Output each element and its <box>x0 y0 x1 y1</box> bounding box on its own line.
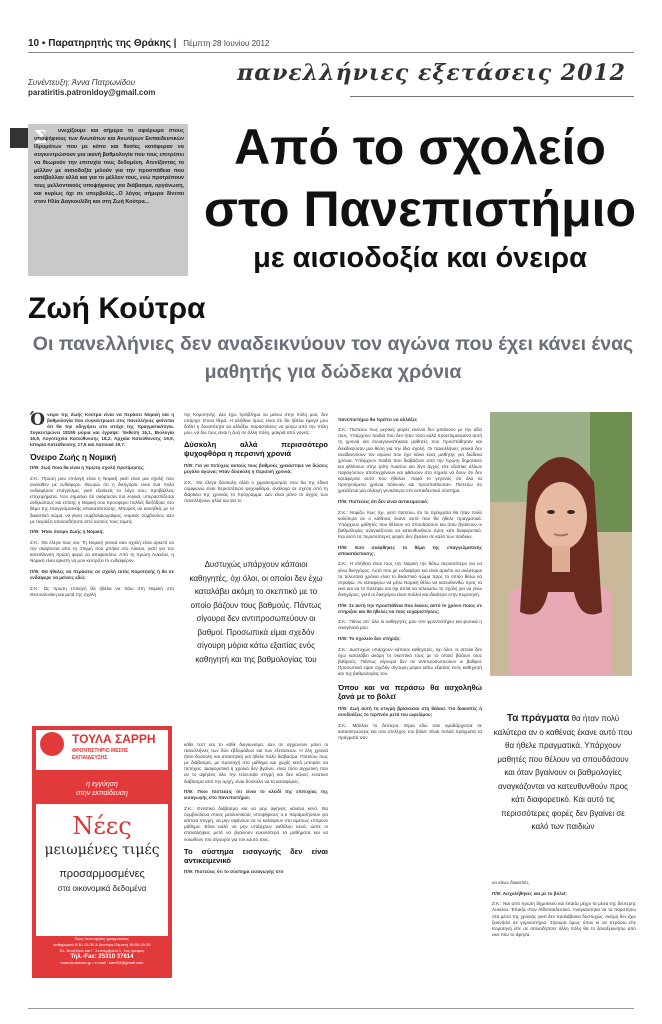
answer: Ζ.Κ.: Θα έλεγα πως ναι. Τη Νομική γενικά σαν σχολή είναι αρκετό να την σκέφτεσαι από τη στιγμή που μπήκα στο Λύκειο, γιατί για τον κατεύθυνση πρώτη φορά να αποφασίσω. Από τη πρώτη Λυκείου, η Νομική είναι αρκετή να μου κεντρίζει το ενδιαφέρον. <box>30 539 174 564</box>
column-2 <box>184 412 328 510</box>
headline-line-2: στο Πανεπιστήμιο <box>203 181 637 237</box>
author-email[interactable]: paratiritis.patronidoy@gmail.com <box>28 88 156 97</box>
pull-quote-text: θα ήταν πολύ καλύτερα αν ο καθένας έκανε αυτό που θα ήθελε πραγματικά. Υπάρχουν μαθητές που θέλουν να σπουδάσουν και όταν βγαίνουν οι βαθμολογίες αναγκάζονται να κατευθυνθούν προς κάτι διαφορετικό. Και αυτό τις περισσότερες φορές δεν βγαίνει σε καλό των παιδιών <box>493 714 633 831</box>
question: Π/Θ: Σε αυτή την προσπάθεια που έκανες αυτό το χρόνο ποιος σε στήριξαν και θα ήθελες να τους ευχαριστήσεις; <box>338 602 482 614</box>
page-header: 10 ▪ Παρατηρητής της Θράκης | Πέμπτη 28 Ιουνίου 2012 <box>28 38 270 49</box>
question: Π/Θ: Εσύ σκέφθηκες το θέμα της επαγγελματικής αποκατάστασης; <box>338 544 482 556</box>
pull-quote-2 <box>492 712 634 834</box>
question: Π/Θ: Θα ήθελες να περάσεις σε σχολή εκτός Κομοτηνής ή θα σε ενδιέφερε να μείνεις εδώ; <box>30 568 174 581</box>
portrait-photo <box>490 412 632 676</box>
headline-line-1: Από το σχολείο <box>234 119 606 175</box>
answer: Ζ.Κ.: Πάνω απ' όλα οι καθηγητές μου στο φροντιστήριο και φυσικά η οικογένειά μου. <box>338 619 482 631</box>
question: Π/Θ: Πιστεύεις ότι δεν είναι αντικειμενικό; <box>338 498 429 504</box>
portrait-illustration <box>490 412 632 676</box>
paragraph: να κάνω διακοπές. <box>492 880 530 885</box>
subheading-2: Δύσκολη αλλά περισσότερο ψυχοφθόρα η περσινή χρονιά <box>184 440 328 459</box>
question: Π/Θ: Ασχολήθηκες και με το βόλεϊ; <box>492 890 567 896</box>
answer: Ζ.Κ.: Ναι από πρώτη δημοτικού και έπαιζα μέχρι τα μέσα της δεύτερης Λυκείου. Έπαιζα στον Αθλοπαιδευτικό. Αναγκάστηκα να τα παρατήσω στα μέσα της χρονιάς γιατί δεν προλάβαινα δυστυχώς. Ακόμη δεν έχω ξεκινήσει σε γυμναστήριο. Σίγουρα όμως όπου κι αν περάσω είτε Κομοτηνή είτε σε οποιοδήποτε άλλη πόλη θα το ξαναξεκινήσω από εκεί που το άφησα. <box>492 901 636 937</box>
answer: Ζ.Κ.: Μάλλον το δεύτερο. Είμαι εδώ σαν ομαδάρχισσα σε κατασκηνώσεις και σαν στελέχος του βόλεϊ. Είναι πολλά πράγματα τα πράγματα σαν <box>338 722 482 740</box>
subheading-3: Το σύστημα εισαγωγής δεν είναι αντικειμενικό <box>184 846 328 865</box>
column-2-cont <box>184 742 328 880</box>
ad-slogan: η εγγύηση στην εκπαίδευση <box>76 781 128 797</box>
answer: Ζ.Κ.: Η αλήθεια είναι πως την Νομική την θέλω περισσότερο για να γίνω δικηγόρος. Αυτό που με ενδιαφέρει και είναι αρκέτο να σκέφτομαι τα τελευταία χρόνια είναι το δικαστικό σώμα προς το οποίο θέλω να στραφώ. Αν καταφέρω να μπω Νομική θέλω να κατευθυνθώ προς τα εκεί και να το παλέψω και όχι απλά να τελειώσω τη σχολή για να γίνω δικηγόρος, γιατί οι δικηγόροι είναι πολλοί και ιδιαίτερα στην Κομοτηνή. <box>338 561 482 597</box>
question: Π/Θ: Ζωή ποια θα είναι η πρώτη σχολή προτίμησης; <box>30 465 145 471</box>
ad-headline-2: μειωμένες τιμές <box>44 842 160 858</box>
footer-rule <box>28 1008 634 1009</box>
question: Π/Θ: Πιστεύεις ότι το σύστημα εισαγωγής στο <box>184 869 284 875</box>
ad-brand: ΤΟΥΛΑ ΣΑΡΡΗ <box>72 732 156 746</box>
answer: Ζ.Κ.: Ως πρώτη επιλογή θα ήθελα να πάω στη Νομική στη Θεσσαλονίκη και μετά της σχολή <box>30 585 174 597</box>
ad-line-4: στα οικονομικά δεδομένα <box>57 884 147 893</box>
issue-date: Πέμπτη 28 Ιουνίου 2012 <box>183 39 270 48</box>
section-rule <box>350 96 634 97</box>
pull-quote-lead: Τα πράγματα <box>506 713 570 724</box>
intro-text: Σ υνεχίζουμε και σήμερα το αφιέρωμα στους υποψήφιους των Ανωτάτων και Ανωτέρων Εκπαιδευτικών Ιδρυμάτων που με κόπο και θυσίες κατάφεραν να συγκεντρώσουν μια ικανή βαθμολογία που τους επιτρέπει να θεωρούν την επιτυχία τους δεδομένη. Ατενίζοντας το μέλλον με αισιοδοξία μιλούν για την προσπάθεια που κατέβαλλαν αλλά και για το μέλλον τους, ενώ προτρέπουν τους μελλοντικούς υποψήφιους για διάβασμα, οργάνωση, και κυρίως όχι σε υπερβολές...Ο λόγος σήμερα δίνεται στον Ηλία Δαγκουλίδη και στη Ζωή Κούτρα... <box>34 128 184 207</box>
ad-tagline: ΦΡΟΝΤΙΣΤΗΡΙΟ ΜΕΣΗΣ ΕΚΠΑΙΔΕΥΣΗΣ <box>72 748 129 761</box>
ad-logo-icon <box>40 732 64 756</box>
answer: Ζ.Κ.: Νομίζω πως όχι, γιατί πιστεύω ότι τα πράγματα θα ήταν πολύ καλύτερα αν ο καθένας έκανε αυτό που θα ήθελε πραγματικά. Υπάρχουν μαθητές που θέλουν να σπουδάσουν και όταν βγαίνουν οι βαθμολογίες αναγκάζονται να κατευθυνθούν προς κάτι διαφορετικό. Και αυτό τις περισσότερες φορές δεν βγαίνει σε καλό των παιδιών. <box>338 509 482 539</box>
paragraph: κάθε τεστ και το κάθε διαγώνισμα. Δεν σε αγχώνουν μόνο οι πανελλήνιες των δύο εβδομάδων και των εξετάσεων. Η όλη χρονιά ήταν δύσκολη και απαιτητική και ήθελε πολύ διάβασμα. Πιστεύω πως με διάβασμα, με προσοχή στο μάθημα και χωρίς κενά μπορείς να πετύχεις. Διαφορετικά η χρονιά δεν βγαίνει, είναι τόσο αγχωτική που αν το αφήσεις όλο την τελευταία στιγμή και δεν κάνεις εντατικό διάβασμα από την αρχή, είναι δύσκολο να τα καταφέρεις. <box>184 742 328 784</box>
question: πανεπιστήμιο θα πρέπει να αλλάξει; <box>338 416 418 422</box>
column-3 <box>338 412 482 741</box>
subtitle: Οι πανελλήνιες δεν αναδεικνύουν τον αγώνα που έχει κάνει ένας μαθητής για δώδεκα χρόνια <box>32 333 634 383</box>
ad-headline-1: Νέες <box>72 812 132 840</box>
question: Π/Θ: Το σχολείο δεν στήριξε; <box>338 636 401 642</box>
subheading-1: Όνειρο Ζωής η Νομική <box>30 452 117 462</box>
intro-dropcap: Σ <box>10 128 28 148</box>
answer: Ζ.Κ.: Θα έλεγα δύσκολη αλλά ο χαρακτηρισμός που θα της έδινα συμφωνώ είναι περισσότερο ψυχοφθόρα, ανάλογα σε σχέση από τη διάρκεια της χρονιάς το πρόγραμμα. Δεν είναι μόνο το άγχος των πανελλήνιων αλλά και για το <box>184 479 328 504</box>
byline: Συνέντευξη: Άννα Πατρωνίδου <box>28 78 135 87</box>
question: Π/Θ: Ζωή αυτή τη στιγμή βρίσκεσαι στη θάλασ. Για διακοπές ή συνδυάζεις το τερπνόν μετά του ωφελίμου; <box>338 705 482 717</box>
question: Π/Θ: Για να πετύχεις αυτούς τους βαθμούς χρειάστηκε να δώσεις μεγάλο αγώνα; Ήταν δύσκολη η περσινή χρονιά; <box>184 462 328 475</box>
question: Π/Θ: Ήταν όνειρο Ζωής η Νομική; <box>30 529 104 535</box>
interviewee-name: Ζωή Κούτρα <box>28 292 206 325</box>
answer: Ζ.Κ.: Πιστεύω πως μερικές φορές εκείνοι δεν μπαίνουν με την αξία τους. Υπάρχουν παιδιά που δεν ήταν τόσο καλά προετοιμασμένα αυτή τη χρονιά και συναγωνιστήκανε μαθητές που προσπάθησαν και διεκδικούσαν μια θέση για την ίδια σχολή. Οι πανελλήνιες γενικά δεν αναδεικνύουν τον αγώνα που έχει κάνει ένας μαθητής για δώδεκα χρόνια. Υπάρχουν παιδιά που διαβάζουν από την πρώτη δημοτικού και φθάνουν στην τρίτη Λυκείου και λίγο άγχος είτε εξαιτίας άλλων παραγόντων αποτυγχάνουν και φθάνουν στο σημείο να δουν ότι δεν κατάφεραν αυτό που ήθελαν, παρά το γεγονός ότι όλα τα προηγούμενα χρόνια πάλευαν και προσπαθούσαν. Πιστεύω ότι χρειάζεται μια αλλαγή γενικότερα στο εκπαιδευτικό σύστημα. <box>338 427 482 494</box>
section-title: πανελλήνιες εξετάσεις 2012 <box>237 60 626 86</box>
question: Π/Θ: Ποιο πιστεύεις ότι είναι το κλειδί της επιτυχίας της εισαγωγής στο πανεπιστήμιο; <box>184 789 328 801</box>
subheading-4: Όπου και να περάσω θα ασχοληθώ ξανά με το βόλεϊ <box>338 683 482 702</box>
column-1 <box>30 412 174 598</box>
lead-paragraph: νειρο της Ζωής Κούτρα είναι να περάσει Νομική και η βαθμολογία που συγκέντρωσε στις πανελλήνιες φαίνεται ότι θα την οδηγήσει στο στόχο της πραγματικότητα. Συγκεντρώνει 18155 μόρια και έγραψε: Έκθεση 15,1, Βιολογία 16,9, Λογοτεχνία Κατεύθυνσης 18,2, Αρχαία Κατεύθυνσης 19,9, Ιστορία Κατεύθυνσης 17,6 και Λατινικά 19,7. <box>30 412 174 448</box>
answer: Ζ.Κ.: Πρώτη μου επιλογή είναι η Νομική γιατί είναι μια σχολή που ανέκαθεν με ενδιέφερε. Θεωρώ ότι η δικηγορία είναι ένα πολύ ενδιαφέρον επάγγελμα, γιατί εξασκείς το λόγο σου, προβάλλεις επιχειρήματα, που σημαίνει ότι σκέφτεσαι πιο λογικά, υπερασπίζεσαι ανθρώπους και επίσης η Νομική σου προσφέρει πολλές διεξόδους στο θέμα της επαγγελματικής αποκατάστασης. Μπορείς να ασκηθείς με το δικαστικό σώμα, να γίνεις συμβολαιογράφος, νομικός σύμβουλος. Δεν με πειράζει οποιοσδήποτε από αυτούς τους τομείς. <box>30 475 174 524</box>
answer: Ζ.Κ.: Δυστυχώς υπάρχουν κάποιοι καθηγητές, όχι όλοι, οι οποίοι δεν έχω καταλάβει ακόμη το σκεπτικό τους με το οποίο βάζουν τους βαθμούς. Πάντως σίγουρα δεν σε αντιπροσωπεύουν οι βαθμοί. Προσωπικά είμαι σχεδόν σίγουρη μόρια κάτω εξαιτίας ενός καθηγητή και της βαθμολογίας του. <box>338 646 482 677</box>
lead-dropcap: Ό <box>30 410 46 430</box>
ad-contact: Ώρες Λειτουργίας γραμματείας: καθημερινά 8:30-13:30 & Δευτέρα-Πέμπτη 18:00-20:30 Ελ. Βενιζέλου και Γ' Σεπτεμβρίου 1, 1ος όροφος Τηλ.-Fax: 25310 37614 www.toulasarri.gr • e-mail : sarri15@gmail.com <box>53 936 151 965</box>
page-number: 10 <box>28 38 40 49</box>
pull-quote-1: Δυστυχώς υπάρχουν κάποιοι καθηγητές, όχι όλοι, οι οποίοι δεν έχω καταλάβει ακόμη το σκεπτικό με το οποίο βάζουν τους βαθμούς. Πάντως σίγουρα δεν αντιπροσωπεύουν οι βαθμοί. Προσωπικά είμαι σχεδόν σίγουρη μόρια κάτω εξαιτίας ενός καθηγητή και της βαθμολογίας του <box>189 560 323 664</box>
newspaper-name: Παρατηρητής της Θράκης <box>48 38 171 49</box>
headline-line-3: με αισιοδοξία και όνειρα <box>253 242 587 274</box>
header-rule <box>28 52 634 53</box>
paragraph: της Κομοτηνής. Δεν έχω πρόβλημα να μείνω στην πόλη μου, δεν υπάρχει τέτοιο θέμα. Η αλήθεια όμως είναι ότι θα ήθελα έφυγα μου δοθεί η δυνατότητα να αλλάξω παραστάσεις να φύγω από την πόλη μου, να δω πώς είναι η ζωή σε άλλη πόλη, μακριά από γονείς. <box>184 412 328 436</box>
ad-line-3: προσαρμοσμένες <box>59 868 145 880</box>
answer: Ζ.Κ.: Εντατικό διάβασμα και να μην αφήνεις κάνένα κενό. Θα συμβούλευα στους μελλοντικούς υποψήφιους ο,τι παραμελήσουν για κάποια στιγμή, να μην αφήνουν να το καλύψουν στο αμέσως επόμενο μάθημα. Είναι καλό να μην υπάρχουν καθόλου κενά, ώστε οι επαναλήψεις μετά να βγαίνουν ευκολότερα τα μαθήματα και να νοιώθουν πιο σίγουροι για τον εαυτό τους. <box>184 806 328 842</box>
column-4 <box>492 880 636 938</box>
